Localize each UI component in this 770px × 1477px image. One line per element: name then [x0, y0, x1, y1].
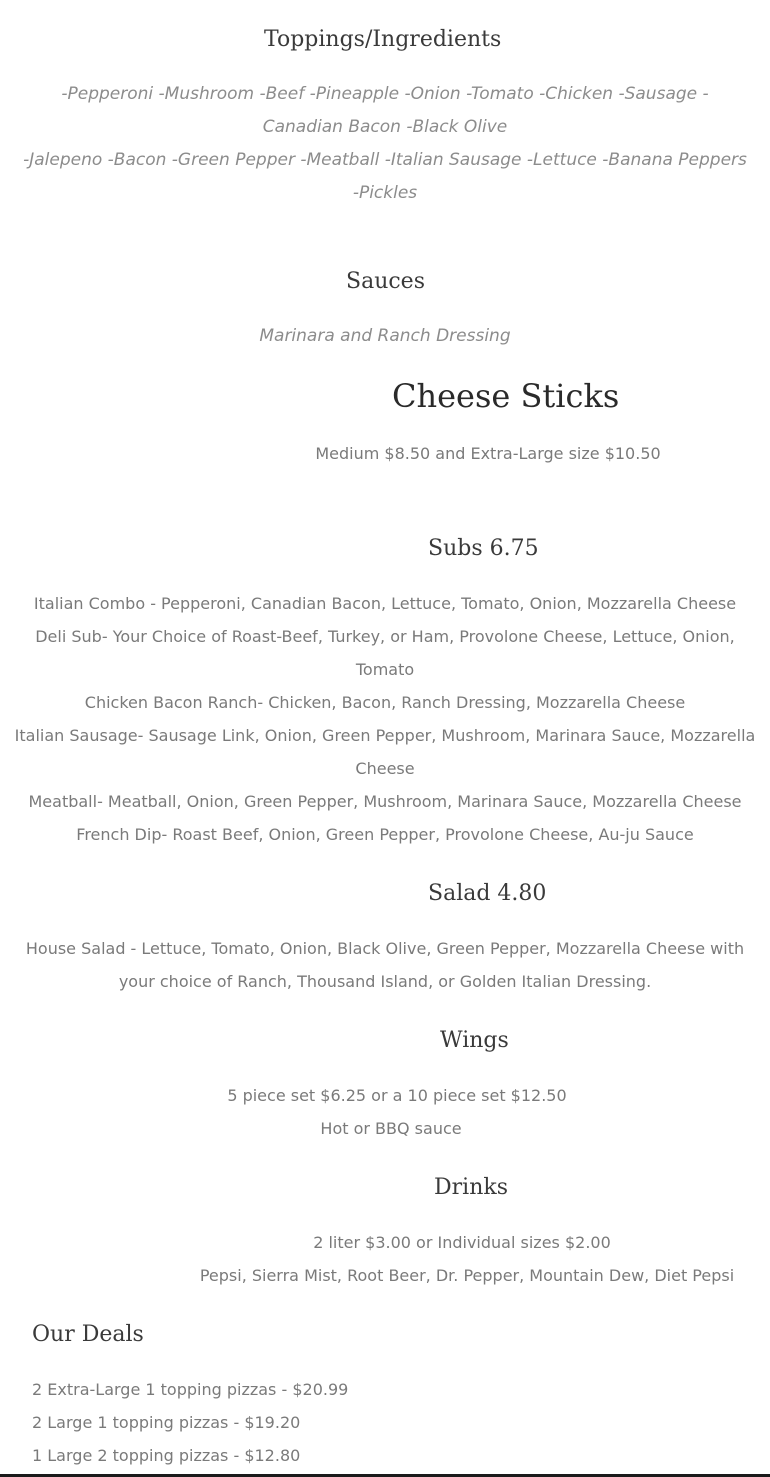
wings-price: 5 piece set $6.25 or a 10 piece set $12.50	[227, 1086, 567, 1105]
sub-item: Tomato	[355, 660, 415, 679]
drinks-list: Pepsi, Sierra Mist, Root Beer, Dr. Pepper, Mountain Dew, Diet Pepsi	[199, 1266, 735, 1285]
sub-item: Cheese	[355, 759, 415, 778]
sauces-text: Marinara and Ranch Dressing	[259, 326, 511, 346]
deal-item: 2 Extra-Large 1 topping pizzas - $20.99	[32, 1380, 349, 1399]
toppings-line: Canadian Bacon -Black Olive	[262, 117, 508, 137]
subs-heading: Subs 6.75	[428, 536, 539, 561]
sub-item: Italian Combo - Pepperoni, Canadian Bacon, Lettuce, Tomato, Onion, Mozzarella Cheese	[33, 594, 737, 613]
drinks-price: 2 liter $3.00 or Individual sizes $2.00	[313, 1233, 611, 1252]
sub-item: Chicken Bacon Ranch- Chicken, Bacon, Ranch Dressing, Mozzarella Cheese	[84, 693, 686, 712]
wings-sauce: Hot or BBQ sauce	[320, 1119, 462, 1138]
toppings-heading: Toppings/Ingredients	[264, 27, 502, 52]
cheese-sticks-price: Medium $8.50 and Extra-Large size $10.50	[315, 444, 661, 463]
wings-heading: Wings	[440, 1028, 509, 1053]
sub-item: Deli Sub- Your Choice of Roast-Beef, Turkey, or Ham, Provolone Cheese, Lettuce, Onion,	[35, 627, 735, 646]
sub-item: Meatball- Meatball, Onion, Green Pepper, Mushroom, Marinara Sauce, Mozzarella Cheese	[28, 792, 742, 811]
deal-item: 2 Large 1 topping pizzas - $19.20	[32, 1413, 301, 1432]
toppings-line: -Pepperoni -Mushroom -Beef -Pineapple -Onion -Tomato -Chicken -Sausage -	[61, 84, 709, 104]
drinks-heading: Drinks	[434, 1175, 508, 1200]
toppings-line: -Jalepeno -Bacon -Green Pepper -Meatball -Italian Sausage -Lettuce -Banana Peppers	[23, 150, 747, 170]
cheese-sticks-heading: Cheese Sticks	[392, 377, 620, 415]
sub-item: French Dip- Roast Beef, Onion, Green Pepper, Provolone Cheese, Au-ju Sauce	[76, 825, 694, 844]
salad-item: your choice of Ranch, Thousand Island, or Golden Italian Dressing.	[118, 972, 652, 991]
toppings-line: -Pickles	[352, 183, 418, 203]
deal-item: 1 Large 2 topping pizzas - $12.80	[32, 1446, 301, 1465]
salad-heading: Salad 4.80	[428, 881, 547, 906]
sub-item: Italian Sausage- Sausage Link, Onion, Green Pepper, Mushroom, Marinara Sauce, Mozzarella	[14, 726, 756, 745]
deals-heading: Our Deals	[32, 1322, 144, 1347]
salad-item: House Salad - Lettuce, Tomato, Onion, Black Olive, Green Pepper, Mozzarella Cheese with	[25, 939, 745, 958]
sauces-heading: Sauces	[346, 269, 425, 294]
